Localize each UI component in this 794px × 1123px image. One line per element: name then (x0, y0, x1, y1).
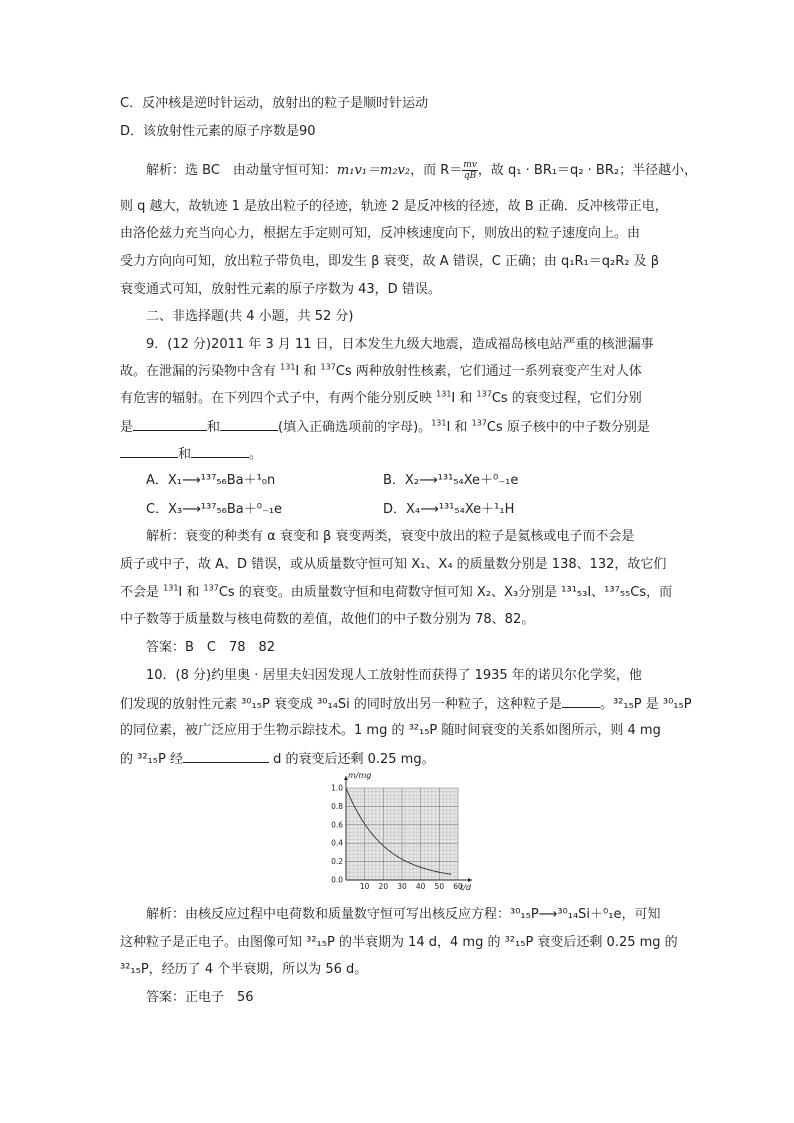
option-c: C．X₃⟶¹³⁷₅₆Ba＋⁰₋₁e (146, 502, 283, 517)
analysis-line-1 (146, 160, 697, 181)
data-point (424, 868, 425, 869)
fraction-numerator: mv (463, 160, 477, 170)
analysis-line-3: 由洛伦兹力充当向心力，根据左手定则可知，反冲核速度向下，则放出的粒子速度向上。由 (120, 226, 641, 241)
data-point (358, 814, 359, 815)
q9-text: Cs 的衰变。由质量数守恒和电荷数守恒可知 X₂、X₃分别是 ¹³¹₅₃I、¹³⁷₅₅Cs，而 (218, 585, 673, 600)
mass-number: 131 (436, 389, 452, 399)
analysis-line-5: 衰变通式可知，放射性元素的原子序数为 43，D 错误。 (120, 282, 441, 297)
q10-analysis-line-1: 解析：由核反应过程中电荷数和质量数守恒可写出核反应方程：³⁰₁₅P⟶³⁰₁₄Si＋⁰₁e，可知 (146, 907, 661, 922)
y-axis-label: m/mg (348, 771, 372, 780)
q9-text: I 和 (178, 585, 204, 600)
analysis-line-4: 受力方向向可知，放出粒子带负电，即发生 β 衰变，故 A 错误，C 正确；由 q₁R₁＝q₂R₂ 及 β (120, 254, 660, 269)
q9-text: I 和 (446, 420, 472, 435)
data-point (437, 871, 438, 872)
y-tick-label: 0.2 (331, 857, 343, 867)
mass-number: 137 (203, 583, 219, 593)
q9-text: 。 (249, 447, 263, 462)
q10-analysis-line-2: 这种粒子是正电子。由图像可知 ³²₁₅P 的半衰期为 14 d，4 mg 的 ³²₁₅P 衰变后还剩 0.25 mg 的 (120, 935, 678, 950)
radius-fraction (462, 160, 478, 181)
q9-text: 是 (120, 420, 134, 435)
answer-blank[interactable] (562, 693, 600, 708)
x-axis-label: t/d (460, 883, 471, 892)
question-10-line-2 (120, 693, 692, 715)
x-tick-label: 30 (397, 882, 407, 891)
data-point (372, 833, 373, 834)
q9-text: (填入正确选项前的字母)。 (278, 420, 432, 435)
option-d: D．X₄⟶¹³¹₅₄Xe＋¹₁H (383, 502, 515, 517)
mass-number: 131 (431, 418, 447, 428)
x-tick-label: 50 (434, 882, 445, 891)
x-tick-label: 10 (359, 882, 370, 891)
q9-text: 不会是 (120, 585, 164, 600)
answer-blank[interactable] (133, 416, 207, 431)
y-tick-label: 0.0 (331, 875, 343, 885)
analysis-text: ，故 q₁ · BR₁＝q₂ · BR₂；半径越小， (477, 163, 698, 178)
q10-text: 。³²₁₅P 是 ³⁰₁₅P (599, 697, 692, 712)
x-tick-label: 40 (415, 882, 426, 891)
option-c-line: C．反冲核是逆时针运动，放射出的粒子是顺时针运动 (120, 96, 429, 111)
decay-chart (322, 768, 492, 896)
q10-text: 们发现的放射性元素 ³⁰₁₅P 衰变成 ³⁰₁₄Si 的同时放出另一种粒子，这种粒子是 (120, 697, 562, 712)
analysis-line-2: 则 q 越大，故轨迹 1 是放出粒子的径迹，轨迹 2 是反冲核的径迹，故 B 正确．反冲核带正电， (120, 199, 668, 214)
q9-analysis-line-2: 质子或中子，故 A、D 错误，或从质量数守恒可知 X₁、X₄ 的质量数分别是 138、132，故它们 (120, 557, 667, 572)
data-point (398, 856, 399, 857)
y-tick-label: 0.4 (331, 838, 343, 848)
q9-text: 故。在泄漏的污染物中含有 (120, 364, 281, 379)
q9-analysis-line-1: 解析：衰变的种类有 α 衰变和 β 衰变两类，衰变中放出的粒子是氦核或电子而不会是 (146, 529, 635, 544)
options-row-1 (146, 471, 275, 491)
mass-number: 131 (163, 583, 179, 593)
y-tick-label: 0.6 (331, 820, 343, 830)
q10-analysis-line-3: ³²₁₅P，经历了 4 个半衰期，所以为 56 d。 (120, 962, 368, 977)
x-tick-label: 20 (378, 882, 389, 891)
q9-text: 有危害的辐射。在下列四个式子中，有两个能分别反映 (120, 391, 437, 406)
mass-number: 137 (471, 418, 487, 428)
question-9-line-4 (120, 416, 650, 438)
question-9-line-2 (120, 362, 642, 382)
mass-number: 137 (320, 362, 336, 372)
q9-answer: 答案：B C 78 82 (146, 640, 276, 655)
y-tick-label: 0.8 (331, 801, 343, 811)
x-tick-label: 60 (453, 882, 463, 891)
answer-blank[interactable] (183, 748, 269, 763)
analysis-text: 解析：选 BC 由动量守恒可知： (146, 163, 337, 178)
data-point (385, 847, 386, 848)
q9-analysis-line-4: 中子数等于质量数与核电荷数的差值，故他们的中子数分别为 78、82。 (120, 612, 535, 627)
question-10-line-4 (120, 748, 435, 770)
question-9-line-5 (120, 443, 262, 465)
x-axis-arrow (468, 878, 472, 882)
section-heading: 二、非选择题(共 4 小题，共 52 分) (146, 309, 354, 324)
answer-blank[interactable] (220, 416, 278, 431)
question-10-line-1: 10．(8 分)约里奥 · 居里夫妇因发现人工放射性而获得了 1935 年的诺贝尔化学奖，他 (146, 668, 642, 683)
option-d-line: D．该放射性元素的原子序数是90 (120, 124, 316, 139)
q9-text: 和 (178, 447, 192, 462)
q9-text: Cs 的衰变过程，它们分别 (491, 391, 642, 406)
data-point (345, 787, 346, 788)
analysis-text: ，而 R＝ (410, 163, 463, 178)
q10-text: 的 ³²₁₅P 经 (120, 752, 183, 767)
q10-text: d 的衰变后还剩 0.25 mg。 (268, 752, 435, 767)
q9-analysis-line-3 (120, 583, 672, 603)
q9-text: I 和 (295, 364, 321, 379)
question-9-line-3 (120, 389, 642, 409)
answer-blank[interactable] (191, 443, 249, 458)
option-b: B．X₂⟶¹³¹₅₄Xe＋⁰₋₁e (383, 473, 519, 488)
question-10-line-3: 的同位素，被广泛应用于生物示踪技术。1 mg 的 ³²₁₅P 随时间衰变的关系如图所示，则 4 mg (120, 723, 661, 738)
q9-text: Cs 两种放射性核素，它们通过一系列衰变产生对人体 (335, 364, 642, 379)
question-9-line-1: 9．(12 分)2011 年 3 月 11 日，日本发生九级大地震，造成福岛核电站严重的核泄漏事 (146, 337, 654, 352)
data-point (450, 874, 451, 875)
option-a: A．X₁⟶¹³⁷₅₆Ba＋¹₀n (146, 473, 276, 488)
q10-answer: 答案：正电子 56 (146, 990, 254, 1005)
mass-number: 137 (476, 389, 492, 399)
options-row-2 (146, 500, 282, 520)
q9-text: 和 (207, 420, 221, 435)
data-point (411, 863, 412, 864)
y-tick-label: 1.0 (331, 783, 343, 793)
fraction-denominator: qB (463, 171, 477, 181)
q9-text: Cs 原子核中的中子数分别是 (486, 420, 650, 435)
answer-blank[interactable] (120, 443, 178, 458)
chart-grid (346, 788, 458, 880)
q9-text: I 和 (451, 391, 477, 406)
mass-number: 131 (280, 362, 296, 372)
momentum-formula: m₁v₁＝m₂v₂ (336, 163, 411, 178)
